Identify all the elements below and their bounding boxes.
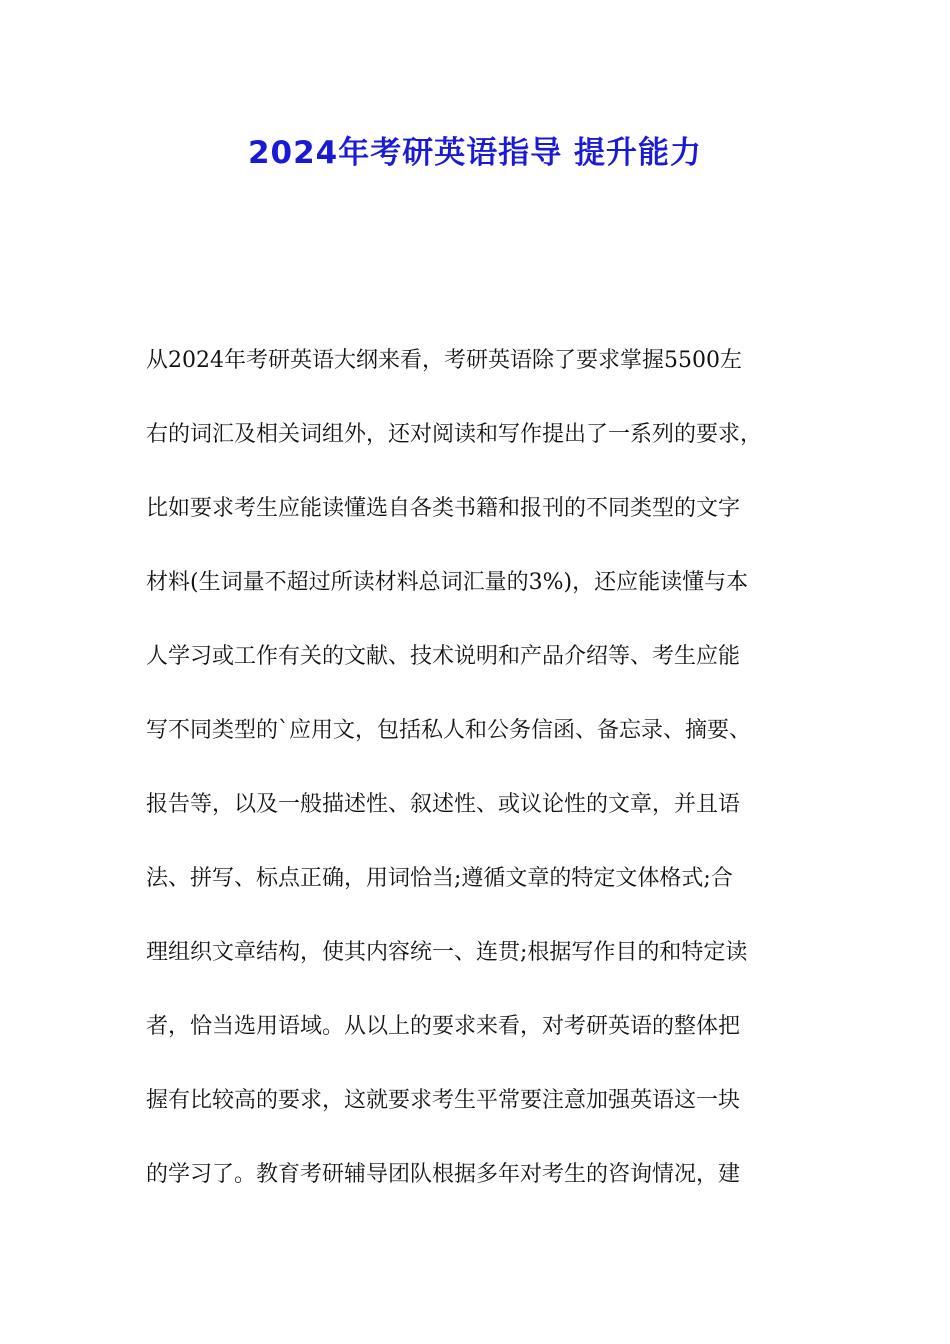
body-line: 右的词汇及相关词组外，还对阅读和写作提出了一系列的要求，	[146, 422, 763, 447]
document-body	[146, 338, 808, 1226]
body-line: 的学习了。教育考研辅导团队根据多年对考生的咨询情况，建	[146, 1162, 741, 1187]
document-title: 2024年考研英语指导 提升能力	[247, 135, 703, 171]
body-line: 人学习或工作有关的文献、技术说明和产品介绍等、考生应能	[146, 644, 741, 669]
body-line: 从2024年考研英语大纲来看，考研英语除了要求掌握5500左	[146, 348, 742, 373]
body-line: 握有比较高的要求，这就要求考生平常要注意加强英语这一块	[146, 1088, 741, 1113]
body-line: 报告等，以及一般描述性、叙述性、或议论性的文章，并且语	[146, 792, 741, 817]
body-line: 材料(生词量不超过所读材料总词汇量的3%)，还应能读懂与本	[146, 570, 749, 595]
body-line: 理组织文章结构，使其内容统一、连贯;根据写作目的和特定读	[146, 940, 748, 965]
body-line: 比如要求考生应能读懂选自各类书籍和报刊的不同类型的文字	[146, 496, 741, 521]
body-line: 写不同类型的`应用文，包括私人和公务信函、备忘录、摘要、	[146, 718, 752, 743]
body-line: 者，恰当选用语域。从以上的要求来看，对考研英语的整体把	[146, 1014, 741, 1039]
body-line: 法、拼写、标点正确，用词恰当;遵循文章的特定文体格式;合	[146, 866, 733, 891]
